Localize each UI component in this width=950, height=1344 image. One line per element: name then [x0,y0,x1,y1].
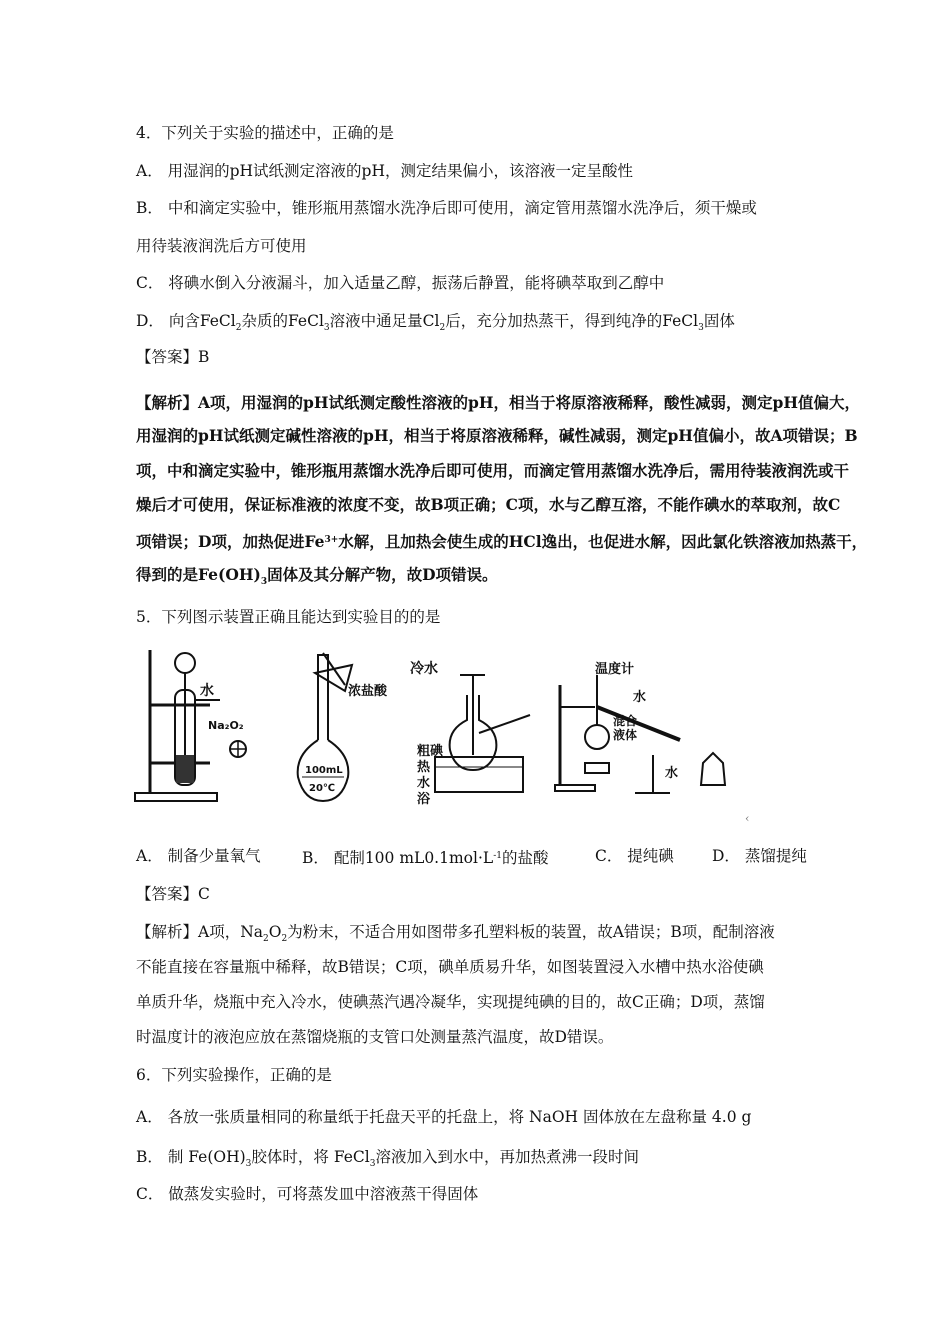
q4-explanation-5: 项错误；D项，加热促进$Fe^{3+}$水解，且加热会使生成的HCl逸出，也促进水解，因此氯化铁溶液加热蒸干， [136,532,868,551]
q5-explanation-2: 不能直接在容量瓶中稀释，故B错误；C项，碘单质易升华，如图装置浸入水槽中热水浴使碘 [136,958,764,976]
figure-iodine-sublimation [405,645,545,814]
label-thermometer: 温度计 [595,662,635,677]
q4-option-b-line1: B． 中和滴定实验中，锥形瓶用蒸馏水洗净后即可使用，滴定管用蒸馏水洗净后，须干燥或 [136,199,757,217]
label-100ml: 100mL [305,765,343,776]
stray-mark: ‹ [745,812,750,825]
label-crude-iodine: 粗碘 [417,744,444,759]
q5-stem: 5．下列图示装置正确且能达到实验目的的是 [136,608,441,626]
label-mixed-1: 混合 [613,714,638,728]
label-water: 水 [200,683,214,699]
q4-explanation-1: 【解析】A项，用湿润的pH试纸测定酸性溶液的pH，相当于将原溶液稀释，酸性减弱，测定pH值偏大， [136,393,860,412]
q4-explanation-4: 燥后才可使用，保证标准液的浓度不变，故B项正确；C项，水与乙醇互溶，不能作碘水的萃取剂，故C [136,495,841,514]
label-water-bath-2: 浴 [417,792,431,807]
label-hot: 热 [417,760,431,775]
label-water-in: 水 [633,690,647,705]
figure-oxygen-apparatus [130,645,260,814]
q5-explanation-3: 单质升华，烧瓶中充入冷水，使碘蒸汽遇冷凝华，实现提纯碘的目的，故C正确；D项，蒸馏 [136,993,765,1011]
q4-option-d: D． 向含FeCl$_2$杂质的FeCl$_3$溶液中通足量$Cl_2$后，充分加热蒸干，得到纯净的FeCl$_3$固体 [136,312,735,333]
q5-explanation-1: 【解析】A项，$Na_2O_2$为粉末，不适合用如图带多孔塑料板的装置，故A错误；B项，配制溶液 [136,923,775,944]
q5-answer: 【答案】C [136,885,210,903]
q4-option-a: A． 用湿润的pH试纸测定溶液的pH，测定结果偏小，该溶液一定呈酸性 [136,162,634,180]
label-conc-hcl: 浓盐酸 [348,684,388,699]
label-cold-water: 冷水 [410,661,438,677]
q5-option-c: C． 提纯碘 [595,847,674,865]
q4-option-b-line2: 用待装液润洗后方可使用 [136,237,307,255]
q6-option-b: B． 制 $Fe(OH)_3$胶体时，将 FeCl$_3$溶液加入到水中，再加热煮沸一段时间 [136,1148,639,1169]
figure-distillation [555,645,730,814]
q4-stem: 4．下列关于实验的描述中，正确的是 [136,124,394,142]
q5-option-d: D． 蒸馏提纯 [712,847,807,865]
q5-option-a: A． 制备少量氧气 [136,847,261,865]
q4-explanation-3: 项，中和滴定实验中，锥形瓶用蒸馏水洗净后即可使用，而滴定管用蒸馏水洗净后，需用待装液润洗或干 [136,461,850,480]
q4-explanation-6: 得到的是$Fe(OH)_3$固体及其分解产物，故D项错误。 [136,565,498,587]
q5-explanation-4: 时温度计的液泡应放在蒸馏烧瓶的支管口处测量蒸汽温度，故D错误。 [136,1028,614,1046]
label-mixed-2: 液体 [613,728,638,742]
q6-option-c: C． 做蒸发实验时，可将蒸发皿中溶液蒸干得固体 [136,1185,479,1203]
q4-option-c: C． 将碘水倒入分液漏斗，加入适量乙醇，振荡后静置，能将碘萃取到乙醇中 [136,274,665,292]
q4-explanation-2: 用湿润的pH试纸测定碱性溶液的pH，相当于将原溶液稀释，碱性减弱，测定pH值偏小，故A项错误；B [136,426,858,445]
q6-stem: 6．下列实验操作，正确的是 [136,1066,332,1084]
q6-option-a: A． 各放一张质量相同的称量纸于托盘天平的托盘上，将 NaOH 固体放在左盘称量 4.0 g [136,1108,752,1126]
q4-answer: 【答案】B [136,348,210,366]
q5-option-b: B． 配制100 $mL0.1mol\cdot L^{-1}$的盐酸 [302,849,549,867]
figure-volumetric-flask [290,645,410,814]
apparatus-figures [130,645,730,815]
label-na2o2: Na₂O₂ [208,719,244,732]
label-water-bath-1: 水 [417,776,431,791]
label-water-out: 水 [665,766,679,781]
label-20c: 20℃ [309,783,336,794]
